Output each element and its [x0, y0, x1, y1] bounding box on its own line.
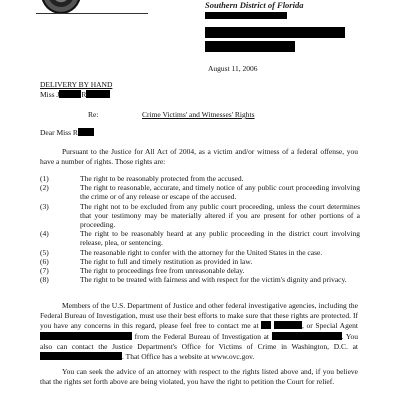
right-number: (7)	[40, 266, 49, 276]
recipient-initial: R	[81, 90, 87, 99]
redaction-recipient-first	[59, 90, 81, 98]
contact-text-2: , or Special Agent	[301, 321, 359, 331]
right-number: (5)	[40, 247, 49, 257]
salutation-text: Dear Miss R	[40, 128, 78, 137]
contact-paragraph	[40, 301, 358, 362]
right-text: The right to reasonable, accurate, and timely notice of any public court proceeding involving the crime or of any release or escape of the accused.	[80, 183, 360, 202]
letter-date: August 11, 2006	[208, 64, 258, 73]
right-text: The reasonable right to confer with the attorney for the United States in the case.	[80, 247, 323, 257]
letterhead-rule	[36, 13, 148, 14]
right-item	[40, 174, 360, 183]
right-number: (3)	[40, 201, 49, 211]
right-item	[40, 202, 360, 230]
right-text: The right not to be excluded from any public court proceeding, unless the court determines that your testimony may be materially altered if you are present for other portions of a proceeding.	[80, 201, 360, 230]
contact-text-3: from the Federal Bureau of Investigation at	[134, 331, 270, 341]
right-text: The right to be treated with fairness and with respect for the victim's dignity and privacy.	[80, 275, 347, 285]
right-item	[40, 248, 360, 257]
district-name: Southern District of Florida	[205, 0, 304, 10]
right-text: The right to be reasonably heard at any public proceeding in the district court involving release, plea, or sentencing.	[80, 229, 360, 248]
contact-text-4: . You also can contact the Justice Department's Office for Victims of Crime in Washington, D.C. at	[40, 331, 359, 351]
department-seal	[41, 0, 81, 14]
right-number: (8)	[40, 275, 49, 285]
right-number: (4)	[40, 229, 49, 239]
redaction-phone-1b	[274, 321, 302, 329]
right-number: (1)	[40, 174, 49, 183]
redaction-phone-1	[261, 321, 271, 329]
contact-text-5: . That Office has a website at www.ovc.gov.	[122, 352, 255, 362]
redaction-letterhead-1	[205, 12, 287, 19]
delivery-method: DELIVERY BY HAND	[40, 80, 113, 89]
right-text: The right to be reasonably protected from the accused.	[80, 174, 244, 183]
right-text: The right to proceedings free from unreasonable delay.	[80, 266, 245, 276]
right-item	[40, 229, 360, 247]
redaction-phone-3	[40, 352, 122, 360]
right-text: The right to full and timely restitution as provided in law.	[80, 256, 253, 266]
recipient-line	[40, 90, 110, 99]
rights-list	[40, 174, 360, 284]
salutation	[40, 128, 94, 137]
redaction-letterhead-3	[205, 41, 295, 52]
redaction-recipient-last	[86, 90, 110, 98]
right-item	[40, 257, 360, 266]
re-label: Re:	[88, 110, 99, 119]
closing-paragraph: You can seek the advice of an attorney with respect to the rights listed above and, if you believe that the rights set forth above are being violated, you have the right to petition the Court for relief.	[40, 367, 358, 387]
re-subject: Crime Victims' and Witnesses' Rights	[142, 110, 255, 119]
right-item	[40, 266, 360, 275]
intro-paragraph: Pursuant to the Justice for All Act of 2004, as a victim and/or witness of a federal offense, you have a number of rights. Those rights are:	[40, 147, 358, 167]
redaction-letterhead-2	[205, 27, 345, 38]
redaction-phone-2	[272, 332, 342, 340]
redaction-agent-name	[40, 332, 132, 340]
contact-text-1: Members of the U.S. Department of Justice and other federal investigative agencies, including the Federal Bureau of Investigation, must use their best efforts to make sure that these rights are protected. If you have any concerns in this regard, please feel free to contact me at	[40, 301, 358, 331]
right-item	[40, 183, 360, 201]
right-number: (6)	[40, 256, 49, 266]
right-number: (2)	[40, 183, 49, 193]
redaction-salutation	[78, 128, 94, 136]
recipient-prefix: Miss J	[40, 90, 60, 99]
right-item	[40, 275, 360, 284]
